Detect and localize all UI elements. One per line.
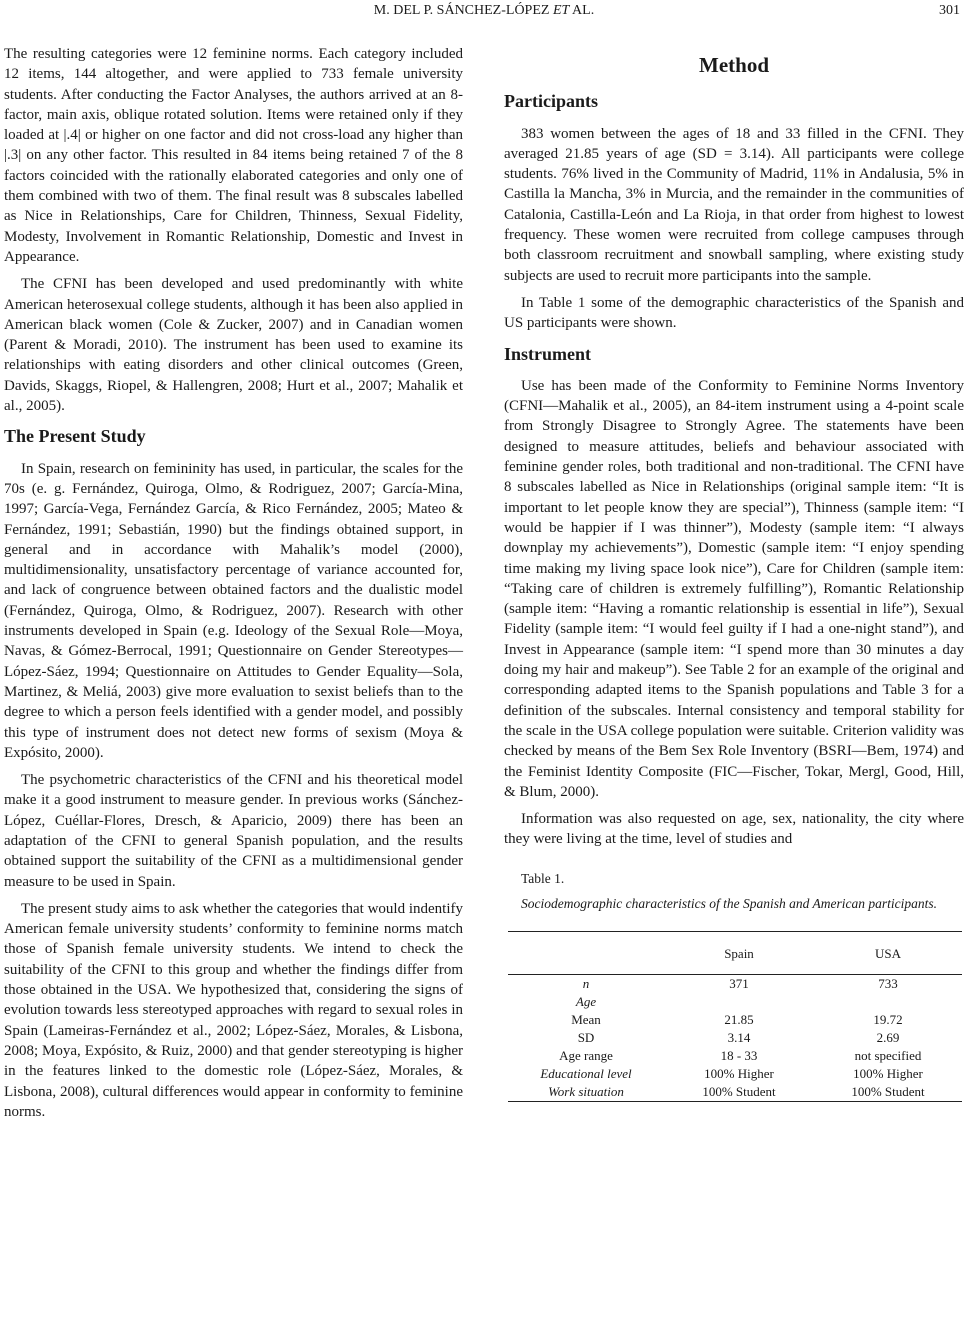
table-row-age-range — [508, 1047, 962, 1065]
table-cell: not specified — [854, 1047, 922, 1063]
left-paragraph-5: The present study aims to ask whether the categories that would indentify American female university students’ conformity to feminine norms match those of Spanish female university students. We intend to check the suitability of the CFNI to this group and whether the findings differ from those obtained in the USA. We hypothesized that, considering the signs of evolution towards less stereotyped approaches with regard to sexual roles in Spain (Lameiras-Fernández et al., 2002; López-Sáez, Morales, & Lisbona, 2008; Moya, Expósito, & Ruiz, 2000) and that gender stereotyping is higher in the features linked to the domestic role (López-Sáez, Morales, & Lisbona, 2008), cultural differences would appear in conformity to feminine norms. — [4, 900, 463, 1120]
heading-present-study: The Present Study — [4, 426, 146, 447]
table-cell: 733 — [878, 975, 898, 991]
table-header-row — [508, 931, 962, 974]
left-paragraph-1: The resulting categories were 12 feminine norms. Each category included 12 items, 144 altogether, and were applied to 733 female university students. After conducting the Factor Analyses, the authors arrived at an 8-factor, main axis, oblique rotated solution. Items were retained only if they loaded at |.4| or higher on one factor and did not cross-load any higher than |.3| on any other factor. This resulted in 84 items being retained 7 of the 8 factors coincided with the rationally elaborated categories and only one of them combined with two of them. The final result was 8 subscales labelled as Nice in Relationships, Care for Children, Thinness, Sexual Fidelity, Modesty, Involvement in Romantic Relationship, Domestic and Invest in Appearance. — [4, 46, 463, 265]
table-cell: 19.72 — [873, 1011, 903, 1027]
table-cell: 2.69 — [876, 1029, 900, 1045]
left-paragraph-3: In Spain, research on femininity has used, in particular, the scales for the 70s (e. g. Fernández, Quiroga, Olmo, & Rodriguez, 2007; García-Mina, 1997; García-Vega, Fernández García, & Rico Fernández, 2005; Mateo & Fernández, 1991; Sebastián, 1990) but the findings obtained support, in general and in accordance with Mahalik’s model (2000), multidimensionality, unsatisfactory percentage of variance accounted for, and lack of congruence between obtained factors and the dualistic model (Fernández, Quiroga, Olmo, & Rodriguez, 2007). Research with other instruments developed in Spain (e.g. Ideology of the Sexual Role—Moya, Navas, & Gómez-Berrocal, 1991; Questionnaire on Gender Stereotypes—López-Sáez, 1994; Questionnaire on Attitudes to Gender Equality—Sola, Martinez, & Meliá, 2003) give more evaluation to sexist beliefs than to the degree to which a person feels identified with a gender model, and possibly this type of instrument does not detect new forms of sexism (Moya & Expósito, 2000). — [4, 460, 463, 761]
table-row-n — [508, 974, 962, 993]
table-row-work — [508, 1083, 962, 1102]
running-head-authors: M. DEL P. SÁNCHEZ-LÓPEZ — [373, 3, 550, 18]
table-header-usa: USA — [874, 945, 901, 961]
page-number: 301 — [939, 3, 960, 18]
table-cell-label: Work situation — [548, 1083, 624, 1099]
table-row-education — [508, 1065, 962, 1083]
table-cell: 21.85 — [724, 1011, 754, 1027]
table-row-mean — [508, 1011, 962, 1029]
table-cell: 100% Higher — [704, 1065, 774, 1081]
right-column — [504, 44, 964, 1102]
table-cell: 100% Student — [702, 1083, 776, 1099]
table-caption: Sociodemographic characteristics of the Spanish and American participants. — [521, 895, 937, 911]
running-head — [0, 3, 968, 19]
table-row-age — [508, 993, 962, 1011]
right-paragraph-2: In Table 1 some of the demographic characteristics of the Spanish and US participants were shown. — [504, 294, 964, 332]
table-cell: 100% Higher — [853, 1065, 923, 1081]
left-column — [4, 44, 463, 1129]
heading-instrument: Instrument — [504, 343, 592, 364]
running-head-et: ET — [552, 3, 570, 18]
table-cell-label: Mean — [571, 1011, 601, 1027]
right-paragraph-4: Information was also requested on age, sex, nationality, the city where they were living at the time, level of studies and — [504, 811, 964, 848]
table-header-spain: Spain — [724, 945, 754, 961]
page-header — [0, 0, 968, 26]
table-1 — [504, 870, 964, 1102]
table-cell: 371 — [729, 975, 749, 991]
table-cell-empty — [814, 993, 962, 1011]
table-cell-label: n — [582, 975, 590, 991]
table-cell-label: Educational level — [540, 1065, 632, 1081]
table-cell: 18 - 33 — [720, 1047, 758, 1063]
table-cell: 100% Student — [851, 1083, 925, 1099]
table-cell-label: SD — [577, 1029, 595, 1045]
right-paragraph-1: 383 women between the ages of 18 and 33 filled in the CFNI. They averaged 21.85 years of age (SD = 3.14). All participants were college students. 76% lived in the Community of Madrid, 11% in Andalusia, 5% in Castilla la Mancha, 3% in Murcia, and the remainder in the communities of Catalonia, Castilla-León and La Rioja, in that order from highest to lowest frequency. These women were recruited from college campuses through both classroom recruitment and snowball sampling, where existing study subjects are used to recruit more participants into the sample. — [504, 125, 964, 284]
table-cell-label: Age range — [559, 1047, 613, 1063]
table-cell: 3.14 — [727, 1029, 751, 1045]
table-cell-empty — [664, 993, 814, 1011]
running-head-al: AL. — [572, 3, 595, 18]
demographics-table — [508, 931, 962, 1102]
heading-method: Method — [699, 53, 769, 77]
table-row-sd — [508, 1029, 962, 1047]
heading-participants: Participants — [504, 91, 598, 112]
left-paragraph-2: The CFNI has been developed and used predominantly with white American heterosexual college students, although it has been also applied in American black women (Cole & Zucker, 2007) and in Canadian women (Parent & Moradi, 2010). The instrument has been used to examine its relationships with eating disorders and other clinical outcomes (Green, Davids, Skaggs, Riopel, & Hallengren, 2008; Hurt et al., 2007; Mahalik et al., 2005). — [4, 276, 463, 415]
table-cell-label: Age — [575, 993, 597, 1009]
table-header-cell — [508, 931, 664, 974]
table-label: Table 1. — [521, 870, 565, 886]
right-paragraph-3: Use has been made of the Conformity to Feminine Norms Inventory (CFNI—Mahalik et al., 2005), an 84-item instrument using a 4-point scale from Strongly Disagree to Strongly Agree. The statements have been designed to measure attitudes, beliefs and behaviour associated with feminine gender roles, both traditional and non-traditional. The CFNI have 8 subscales labelled as Nice in Relationships (original sample item: “It is important to let people know they are special”), Thinness (sample item: “I would be happier if I was thinner”), Modesty (sample item: “I always downplay my achievements”), Domestic (sample item: “I enjoy spending time making my living space look nice”), Care for Children (sample item: “Taking care of children is extremely fulfilling”), Romantic Relationship (sample item: “Having a romantic relationship is essential in life”), Sexual Fidelity (sample item: “I would feel guilty if I had a one-night stand”), and Invest in Appearance (sample item: “I spend more than 30 minutes a day doing my hair and makeup”). See Table 2 for an example of the original and corresponding adapted items to the Spanish populations and Table 3 for a definition of the subscales. Internal consistency and temporal stability for the scale in the USA college population were suitable. Criterion validity was checked by means of the Bem Sex Role Inventory (BSRI—Bem, 1974) and the Feminist Identity Composite (FIC—Fischer, Tokar, Mergl, Good, Hill, & Blum, 2000). — [504, 377, 964, 800]
left-paragraph-4: The psychometric characteristics of the CFNI and his theoretical model make it a good instrument to measure gender. In previous works (Sánchez-López, Cuéllar-Flores, Dresch, & Aparicio, 2009) there has been an adaptation of the CFNI to general Spanish population, and the results obtained support the suitability of the CFNI as a multidimensional gender measure to be used in Spain. — [4, 772, 463, 890]
